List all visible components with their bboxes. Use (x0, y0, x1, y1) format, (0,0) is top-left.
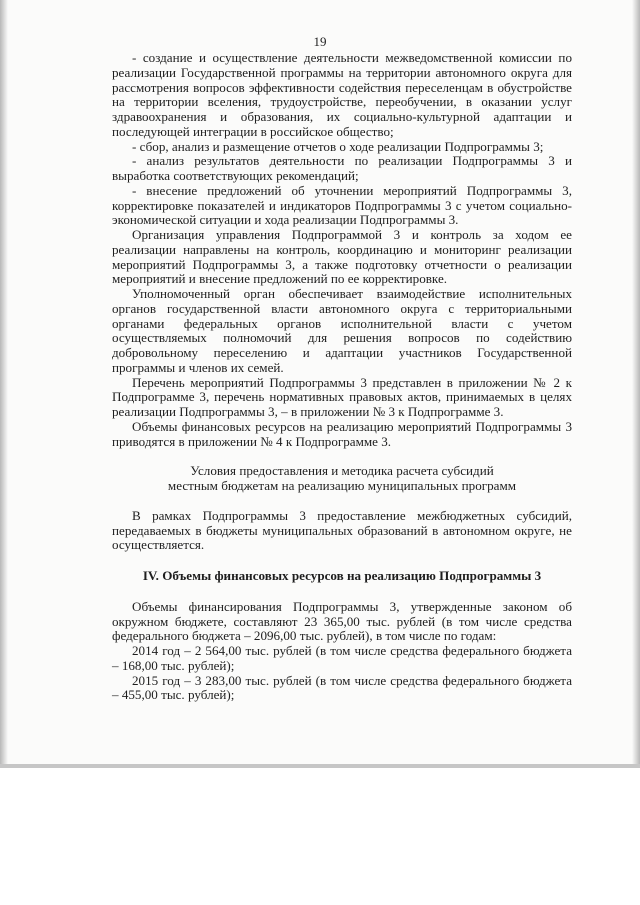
paragraph-measures-list: Перечень мероприятий Подпрограммы 3 представлен в приложении № 2 к Подпрограмме 3, перечень нормативных правовых актов, принимаемых в целях реализации Подпрограммы 3, – в приложении № 3 к Подпрограмме 3. (112, 374, 572, 419)
paragraph-authorized-body: Уполномоченный орган обеспечивает взаимодействие исполнительных органов государственной власти автономного округа с территориальными органами федеральных органов исполнительной власти с учетом осуществляемых полномочий для решения вопросов по содействию добровольному переселению и адаптации участников Государственной программы и членов их семей. (112, 286, 572, 375)
paragraph-financing-total: Объемы финансирования Подпрограммы 3, утвержденные законом об окружном бюджете, составляют 23 365,00 тыс. рублей (в том числе средства федерального бюджета – 2096,00 тыс. рублей), в том числе по годам: (112, 598, 572, 644)
scan-shadow-left (0, 0, 8, 768)
paragraph-proposals: - внесение предложений об уточнении мероприятий Подпрограммы 3, корректировке показателей и индикаторов Подпрограммы 3 с учетом социально-экономической ситуации и хода реализации Подпрограммы 3. (112, 182, 572, 228)
document-body (112, 51, 572, 703)
page-number: 19 (313, 34, 327, 49)
paragraph-reports: - сбор, анализ и размещение отчетов о ходе реализации Подпрограммы 3; (132, 138, 544, 154)
paragraph-commission: - создание и осуществление деятельности межведомственной комиссии по реализации Государственной программы на территории автономного округа для рассмотрения вопросов эффективности содействия переселенцам в обустройстве на территории вселения, трудоустройстве, переобучении, в оказании услуг здравоохранения и образования, их социально-культурной адаптации и последующей интеграции в российское общество; (112, 50, 572, 139)
paragraph-financial-volumes: Объемы финансовых ресурсов на реализацию мероприятий Подпрограммы 3 приводятся в приложении № 4 к Подпрограмме 3. (112, 418, 572, 449)
subsidy-heading-line1: Условия предоставления и методика расчета субсидий (190, 463, 494, 479)
section-heading: IV. Объемы финансовых ресурсов на реализацию Подпрограммы 3 (142, 568, 542, 583)
paragraph-financing-2014: 2014 год – 2 564,00 тыс. рублей (в том числе средства федерального бюджета – 168,00 тыс. рублей); (112, 643, 572, 673)
scan-page-bottom-edge (0, 764, 640, 768)
scan-shadow-right (632, 0, 640, 768)
subsidy-heading-line2: местным бюджетам на реализацию муниципальных программ (167, 478, 517, 493)
paragraph-management: Организация управления Подпрограммой 3 и контроль за ходом ее реализации направлены на контроль, координацию и мониторинг реализации мероприятий Подпрограммы 3, а также подготовку отчетности о реализации мероприятий и внесение предложений по ее корректировке. (112, 227, 572, 287)
paragraph-analysis: - анализ результатов деятельности по реализации Подпрограммы 3 и выработка соответствующих рекомендаций; (112, 153, 572, 183)
paragraph-financing-2015: 2015 год – 3 283,00 тыс. рублей (в том числе средства федерального бюджета – 455,00 тыс. рублей); (112, 672, 572, 703)
paragraph-subsidies: В рамках Подпрограммы 3 предоставление межбюджетных субсидий, передаваемых в бюджеты муниципальных образований в автономном округе, не осуществляется. (112, 507, 572, 553)
